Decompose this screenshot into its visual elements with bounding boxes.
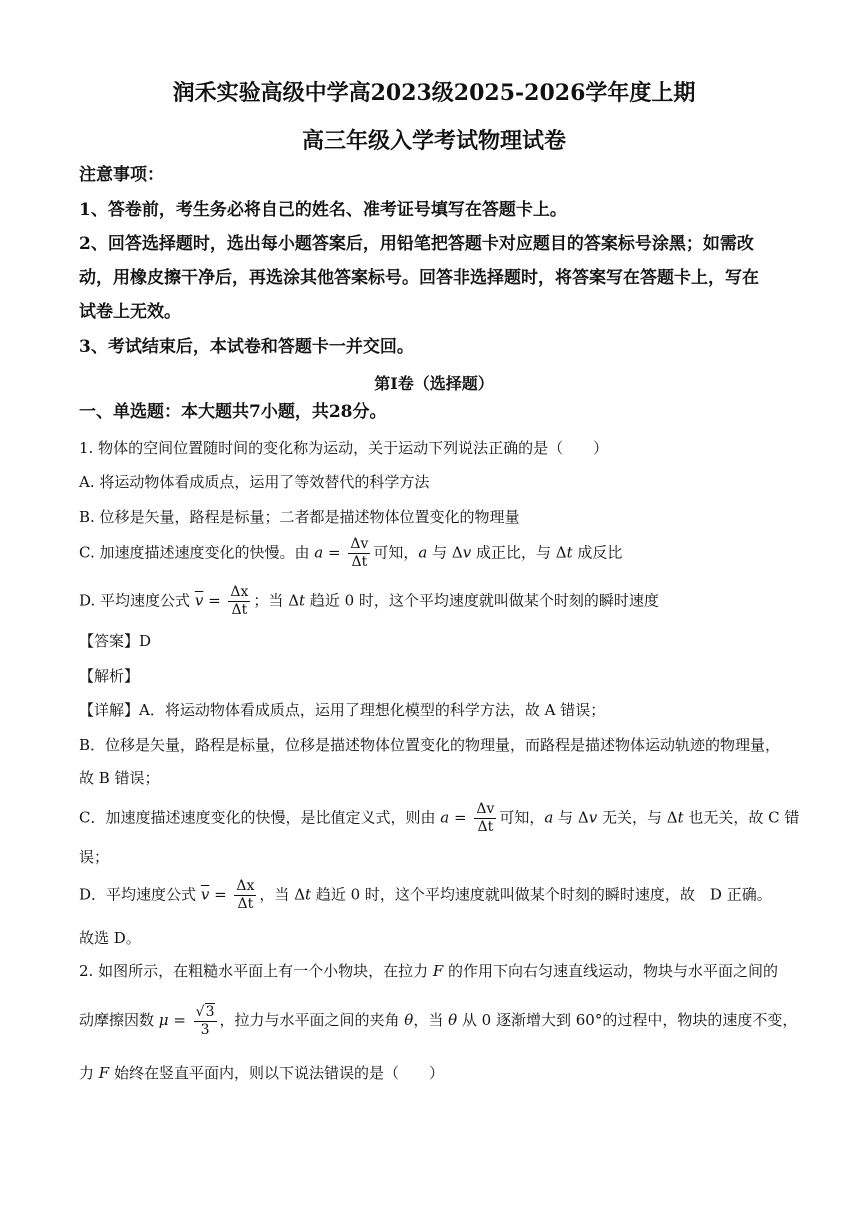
notice-item-2b: 动，用橡皮擦干净后，再选涂其他答案标号。回答非选择题时，将答案写在答题卡上，写在: [79, 268, 759, 288]
q1-choose: 故选 D。: [79, 929, 141, 947]
fraction-dx-dt: $\frac{\Delta x}{\Delta t}$: [230, 584, 249, 618]
q2-line-1: 2. 如图所示，在粗糙水平面上有一个小物块，在拉力 F 的作用下向右匀速直线运动，物块与水平面之间的: [79, 962, 779, 980]
q1-detail-c2: 误；: [79, 848, 110, 866]
notice-item-2a: 2、回答选择题时，选出每小题答案后，用铅笔把答题卡对应题目的答案标号涂黑；如需改: [79, 234, 754, 254]
exam-title-line2: 高三年级入学考试物理试卷: [301, 128, 566, 154]
q1-detail-c: C．加速度描述速度变化的快慢，是比值定义式，则由 a = $\frac{\Delta v}{\Delta t}$ 可知，a 与 Δv 无关，与 Δt 也无关，故 C 错: [79, 801, 800, 835]
q1-option-d: D. 平均速度公式 $\overline{v}$ = $\frac{\Delta x}{\Delta t}$ ；当 Δt 趋近 0 时，这个平均速度就叫做某个时刻的瞬时速度: [79, 584, 659, 618]
q1-detail-b1: B．位移是矢量，路程是标量，位移是描述物体位置变化的物理量，而路程是描述物体运动轨迹的物理量，: [79, 736, 781, 754]
q1-stem: 1. 物体的空间位置随时间的变化称为运动，关于运动下列说法正确的是（ ）: [79, 439, 609, 457]
q1-detail-b2: 故 B 错误；: [79, 769, 160, 787]
fraction-sqrt3-over-3: $\frac{√3}{3}$: [195, 1004, 215, 1038]
section-heading: 一、单选题：本大题共7小题，共28分。: [79, 402, 387, 422]
q2-line-3: 力 F 始终在竖直平面内，则以下说法错误的是（ ）: [79, 1064, 444, 1082]
q1-analysis-label: 【解析】: [79, 667, 140, 685]
fraction-dv-dt-2: $\frac{\Delta v}{\Delta t}$: [476, 801, 495, 835]
notice-heading: 注意事项：: [79, 165, 164, 185]
q1-detail-d: D．平均速度公式 $\overline{v}$ = $\frac{\Delta x}{\Delta t}$ ，当 Δt 趋近 0 时，这个平均速度就叫做某个时刻的瞬时速度，故 D 正确。: [79, 878, 772, 912]
q1-option-b: B. 位移是矢量，路程是标量；二者都是描述物体位置变化的物理量: [79, 508, 520, 526]
notice-item-2c: 试卷上无效。: [79, 302, 181, 322]
q1-answer: 【答案】D: [79, 632, 152, 650]
q1-option-c: C. 加速度描述速度变化的快慢。由 a = $\frac{\Delta v}{\Delta t}$ 可知，a 与 Δv 成正比，与 Δt 成反比: [79, 536, 623, 570]
notice-item-3: 3、考试结束后，本试卷和答题卡一并交回。: [79, 337, 414, 357]
fraction-dv-dt: $\frac{\Delta v}{\Delta t}$: [350, 536, 369, 570]
part-title: 第Ⅰ卷（选择题）: [374, 374, 494, 393]
q1-option-a: A. 将运动物体看成质点，运用了等效替代的科学方法: [79, 473, 430, 491]
exam-title-line1: 润禾实验高级中学高2023级2025-2026学年度上期: [172, 80, 696, 106]
notice-item-1: 1、答卷前，考生务必将自己的姓名、准考证号填写在答题卡上。: [79, 200, 567, 220]
fraction-dx-dt-2: $\frac{\Delta x}{\Delta t}$: [236, 878, 255, 912]
q1-detail-a: 【详解】A．将运动物体看成质点，运用了理想化模型的科学方法，故 A 错误；: [79, 701, 606, 719]
q2-line-2: 动摩擦因数 μ = $\frac{√3}{3}$ ，拉力与水平面之间的夹角 θ，当 θ 从 0 逐渐增大到 60°的过程中，物块的速度不变，: [79, 1004, 798, 1038]
